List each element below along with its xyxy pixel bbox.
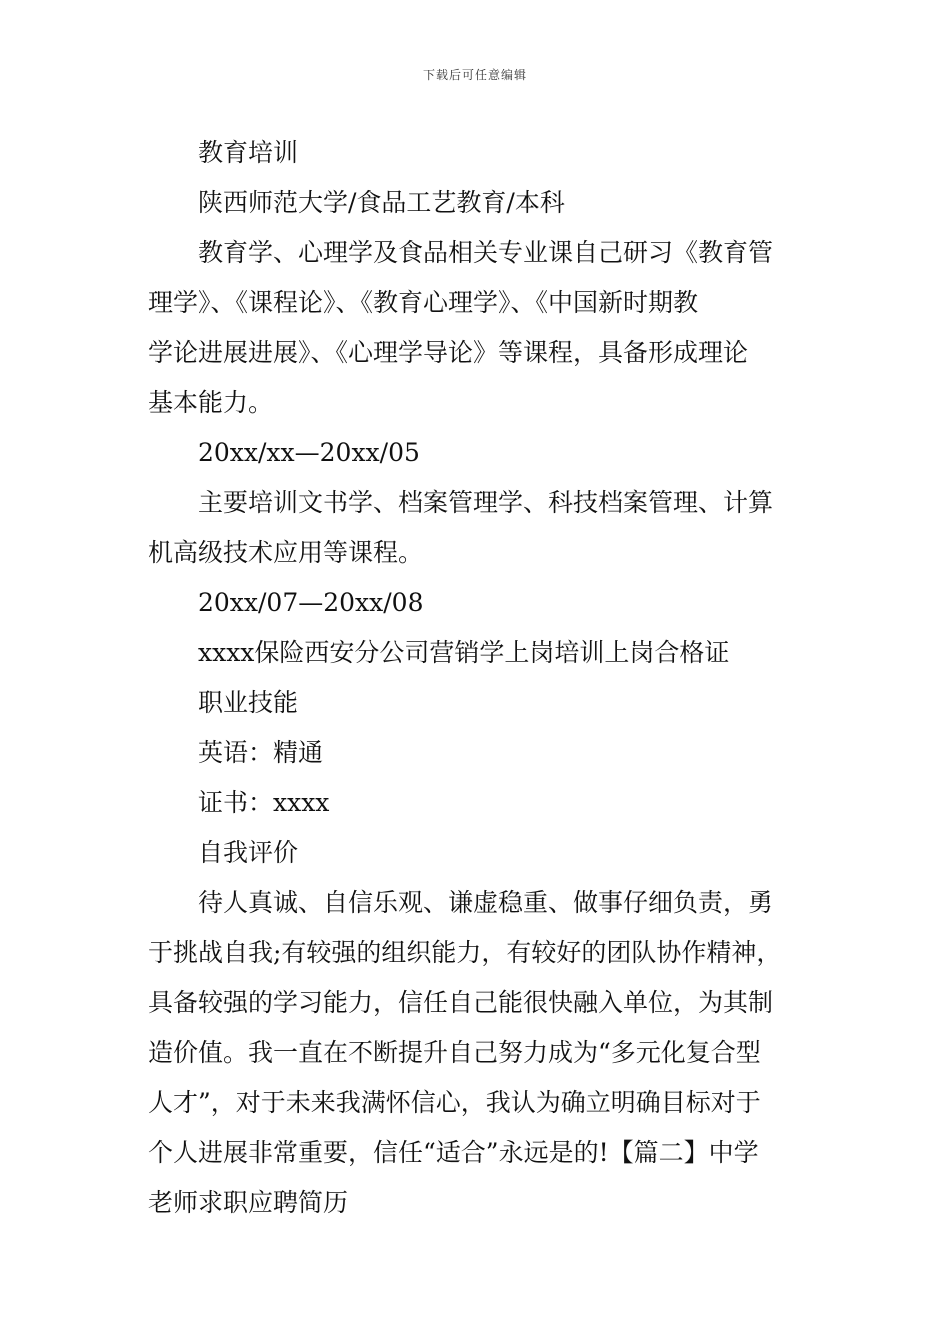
section-heading-education-training: 教育培训 [198, 138, 299, 167]
education-entry: 陕西师范大学/食品工艺教育/本科 [198, 188, 565, 217]
paragraph-line: 老师求职应聘简历 [148, 1188, 349, 1217]
paragraph-line: 人才”，对于未来我满怀信心，我认为确立明确目标对于 [148, 1088, 761, 1117]
date-range: 20xx/07—20xx/08 [198, 588, 424, 617]
section-heading-skills: 职业技能 [198, 688, 299, 717]
paragraph-line: 待人真诚、自信乐观、谦虚稳重、做事仔细负责，勇 [198, 888, 774, 917]
training-entry: xxxx保险西安分公司营销学上岗培训上岗合格证 [198, 638, 730, 667]
paragraph-line: 教育学、心理学及食品相关专业课自己研习《教育管 [198, 238, 774, 267]
paragraph-line: 学论进展进展》、《心理学导论》等课程，具备形成理论 [148, 338, 749, 367]
skill-english: 英语：精通 [198, 738, 324, 767]
paragraph-line: 机高级技术应用等课程。 [148, 538, 424, 567]
document-body [148, 128, 808, 1228]
paragraph-line: 具备较强的学习能力，信任自己能很快融入单位，为其制 [148, 988, 774, 1017]
paragraph-line: 主要培训文书学、档案管理学、科技档案管理、计算 [198, 488, 774, 517]
date-range: 20xx/xx—20xx/05 [198, 438, 420, 467]
paragraph-line: 理学》、《课程论》、《教育心理学》、《中国新时期教 [148, 288, 699, 317]
paragraph-line: 造价值。我一直在不断提升自己努力成为“多元化复合型 [148, 1038, 761, 1067]
paragraph-line: 于挑战自我;有较强的组织能力，有较好的团队协作精神， [148, 938, 782, 967]
paragraph-line: 基本能力。 [148, 388, 274, 417]
header-note: 下载后可任意编辑 [422, 68, 527, 82]
skill-certificate: 证书：xxxx [198, 788, 330, 817]
paragraph-line: 个人进展非常重要，信任“适合”永远是的!【篇二】中学 [148, 1138, 759, 1167]
section-heading-self-evaluation: 自我评价 [198, 838, 299, 867]
